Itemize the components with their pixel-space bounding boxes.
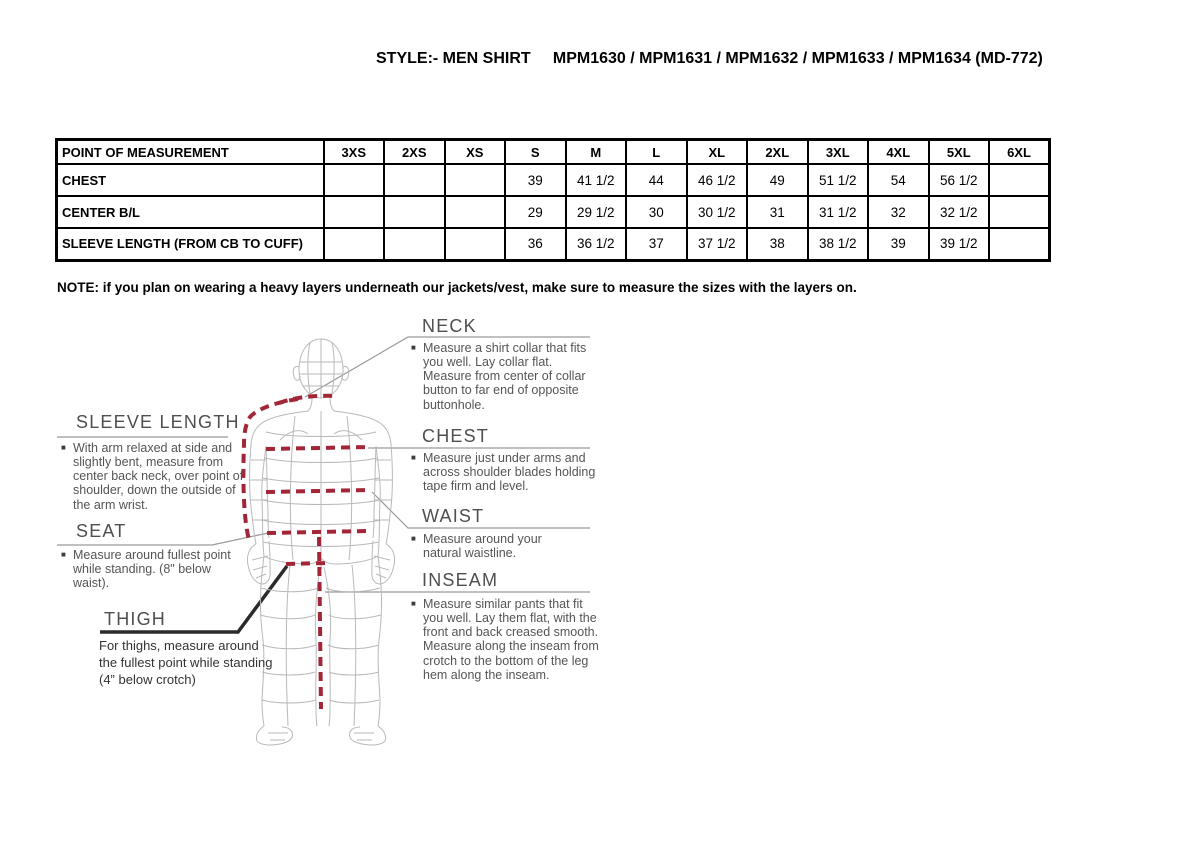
table-cell: 36 (505, 228, 566, 260)
table-header-cell: POINT OF MEASUREMENT (57, 140, 324, 165)
table-header-cell: 6XL (989, 140, 1050, 165)
table-header-cell: S (505, 140, 566, 165)
bullet-icon: ■ (61, 443, 66, 452)
table-header-row (57, 140, 1050, 165)
bullet-icon: ■ (61, 550, 66, 559)
table-row (57, 228, 1050, 260)
sleeve-length-heading: SLEEVE LENGTH (76, 412, 240, 432)
table-header-cell: 4XL (868, 140, 929, 165)
table-cell (384, 164, 445, 196)
neck-heading: NECK (422, 316, 477, 336)
table-header-cell: 2XL (747, 140, 808, 165)
table-cell: 54 (868, 164, 929, 196)
table-cell: 51 1/2 (808, 164, 869, 196)
table-cell: 31 1/2 (808, 196, 869, 228)
table-body (57, 164, 1050, 260)
table-cell: 39 1/2 (929, 228, 990, 260)
sleeve-length-description: ■ With arm relaxed at side and slightly bent, measure from center back neck, over point of shoulder, down the outside of the arm wrist. (61, 441, 244, 512)
table-cell: 37 1/2 (687, 228, 748, 260)
table-cell: 37 (626, 228, 687, 260)
table-header-cell: 3XL (808, 140, 869, 165)
table-cell: 39 (505, 164, 566, 196)
table-cell (989, 164, 1050, 196)
chest-heading: CHEST (422, 426, 490, 446)
size-chart-table (55, 138, 1051, 262)
table-cell: 31 (747, 196, 808, 228)
table-cell (989, 228, 1050, 260)
row-label: SLEEVE LENGTH (FROM CB TO CUFF) (57, 228, 324, 260)
table-cell: 39 (868, 228, 929, 260)
table-header-cell: 5XL (929, 140, 990, 165)
table-cell (324, 228, 385, 260)
thigh-dash-line (286, 563, 328, 564)
seat-dash-line (267, 531, 368, 533)
chest-description: ■ Measure just under arms and across shoulder blades holding tape firm and level. (411, 451, 596, 494)
table-cell (324, 196, 385, 228)
table-cell (445, 196, 506, 228)
chest-dash-line (266, 447, 369, 449)
page-title: STYLE:- MEN SHIRT MPM1630 / MPM1631 / MPM1632 / MPM1633 / MPM1634 (MD-772) (376, 50, 1043, 67)
table-cell (384, 228, 445, 260)
table-cell: 38 (747, 228, 808, 260)
collar-dash-line (279, 396, 337, 403)
table-cell (384, 196, 445, 228)
table-header-cell: M (566, 140, 627, 165)
table-cell: 56 1/2 (929, 164, 990, 196)
table-header-cell: 2XS (384, 140, 445, 165)
table-header-cell: XS (445, 140, 506, 165)
table-row (57, 196, 1050, 228)
table-cell: 46 1/2 (687, 164, 748, 196)
table-row (57, 164, 1050, 196)
seat-description: ■ Measure around fullest point while standing. (8" below waist). (61, 548, 231, 591)
thigh-heading: THIGH (104, 609, 166, 629)
seat-heading: SEAT (76, 521, 127, 541)
bullet-icon: ■ (411, 599, 416, 608)
table-cell (324, 164, 385, 196)
table-cell (445, 228, 506, 260)
table-cell: 38 1/2 (808, 228, 869, 260)
table-cell (445, 164, 506, 196)
table-cell: 30 (626, 196, 687, 228)
inseam-heading: INSEAM (422, 570, 499, 590)
table-cell: 44 (626, 164, 687, 196)
table-cell (989, 196, 1050, 228)
bullet-icon: ■ (411, 343, 416, 352)
table-header-cell: L (626, 140, 687, 165)
table-cell: 30 1/2 (687, 196, 748, 228)
thigh-description: For thighs, measure around the fullest point while standing (4” below crotch) (99, 638, 273, 687)
table-cell: 41 1/2 (566, 164, 627, 196)
waist-dash-line (266, 490, 370, 492)
table-cell: 29 1/2 (566, 196, 627, 228)
inseam-description: ■ Measure similar pants that fit you well. Lay them flat, with the front and back creased smooth. Measure along the inseam from crotch to the bottom of the leg hem along the inseam. (411, 597, 599, 682)
bullet-icon: ■ (411, 453, 416, 462)
table-cell: 36 1/2 (566, 228, 627, 260)
table-cell: 29 (505, 196, 566, 228)
neck-description: ■ Measure a shirt collar that fits you well. Lay collar flat. Measure from center of collar button to far end of opposite buttonhole. (411, 341, 587, 412)
waist-description: ■ Measure around your natural waistline. (411, 532, 542, 561)
note-text: NOTE: if you plan on wearing a heavy layers underneath our jackets/vest, make sure to measure the sizes with the layers on. (57, 280, 857, 295)
bullet-icon: ■ (411, 534, 416, 543)
table-header-cell: 3XS (324, 140, 385, 165)
table-cell: 32 (868, 196, 929, 228)
table-header-cell: XL (687, 140, 748, 165)
table-cell: 32 1/2 (929, 196, 990, 228)
row-label: CHEST (57, 164, 324, 196)
table-cell: 49 (747, 164, 808, 196)
waist-heading: WAIST (422, 506, 485, 526)
row-label: CENTER B/L (57, 196, 324, 228)
